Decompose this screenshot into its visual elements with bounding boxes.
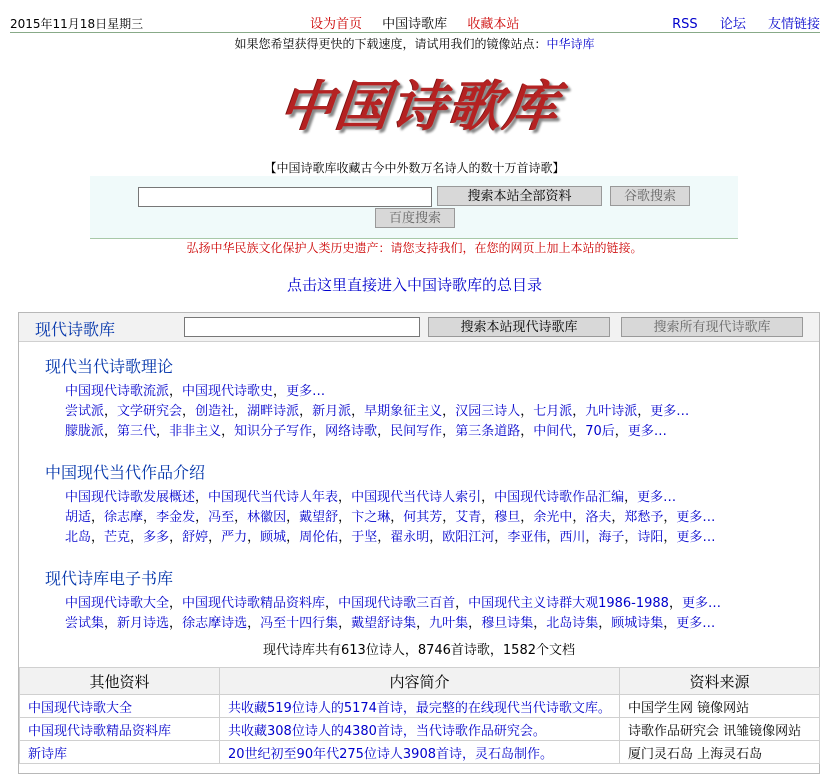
table-header-source: 资料来源 [620,668,820,695]
modern-poetry-box [18,312,820,774]
section-link[interactable]: 林徽因 [247,510,287,525]
section-link-row [65,526,715,545]
separator: ， [169,596,183,611]
mirror-text: 如果您希望获得更快的下载速度，请试用我们的镜像站点： [234,37,547,51]
friend-links-link[interactable]: 友情链接 [767,17,820,32]
section-link[interactable]: 顾城诗集 [611,616,664,631]
top-nav-right [654,13,820,32]
separator: ， [468,616,482,631]
table-header-row [20,668,820,695]
section-link[interactable]: 七月派 [533,404,573,419]
separator: ， [377,424,391,439]
section-link[interactable]: 艾青 [455,510,482,525]
site-logo [276,64,563,144]
separator: ， [429,530,443,545]
separator: ， [286,530,300,545]
section-link[interactable]: 更多… [637,490,677,505]
separator: ， [442,404,456,419]
section-link[interactable]: 徐志摩诗选 [182,616,248,631]
site-search-box [90,176,738,239]
table-header-other: 其他资料 [20,668,220,695]
separator: ， [338,530,352,545]
section-link[interactable]: 中间代 [533,424,573,439]
section-title: 现代当代诗歌理论 [45,357,174,376]
separator: ， [169,530,183,545]
set-homepage-link[interactable]: 设为首页 [310,17,363,32]
section-link[interactable]: 民间写作 [390,424,443,439]
separator: ， [182,404,196,419]
section-link[interactable]: 洛夫 [585,510,612,525]
section-link[interactable]: 穆旦 [494,510,521,525]
section-link[interactable]: 严力 [221,530,248,545]
separator: ， [598,616,612,631]
search-all-button[interactable]: 搜索本站全部资料 [437,186,602,206]
table-row [20,718,820,741]
table-row [20,695,820,718]
separator: ， [234,404,248,419]
separator: ， [208,530,222,545]
site-search-input[interactable] [138,187,432,207]
section-link-row [65,380,325,399]
section-title: 现代诗库电子书库 [45,569,174,588]
separator: ， [143,510,157,525]
section-link[interactable]: 更多… [676,616,716,631]
separator: ， [520,510,534,525]
section-link[interactable]: 知识分子写作 [234,424,313,439]
separator: ， [663,530,677,545]
section-link[interactable]: 新月诗选 [117,616,170,631]
resource-source[interactable]: 诗歌作品研究会 讯雏镜像网站 [620,718,820,741]
separator: ， [195,510,209,525]
section-link[interactable]: 芒克 [104,530,131,545]
section-link[interactable]: 新月派 [312,404,352,419]
modern-search-all-button[interactable]: 搜索所有现代诗歌库 [621,317,803,337]
section-link-row [65,486,676,505]
resource-description[interactable]: 20世纪初至90年代275位诗人3908首诗，灵石岛制作。 [220,741,620,764]
separator: ， [104,404,118,419]
modern-search-input[interactable] [184,317,420,337]
section-link[interactable]: 舒婷 [182,530,209,545]
section-link[interactable]: 尝试派 [65,404,105,419]
resource-source[interactable]: 中国学生网 镜像网站 [620,695,820,718]
main-directory-link[interactable]: 点击这里直接进入中国诗歌库的总目录 [286,276,542,294]
section-link[interactable]: 卞之琳 [351,510,391,525]
poetry-library-link[interactable]: 中国诗歌库 [382,17,448,32]
separator: ， [351,404,365,419]
section-link[interactable]: 更多… [627,424,667,439]
section-link[interactable]: 顾城 [260,530,287,545]
separator: ， [494,530,508,545]
section-link[interactable]: 汉园三诗人 [455,404,521,419]
section-link[interactable]: 中国现代当代诗人索引 [351,490,482,505]
resource-description[interactable]: 共收藏519位诗人的5174首诗，最完整的在线现代当代诗歌文库。 [220,695,620,718]
section-link[interactable]: 更多… [681,596,721,611]
section-link[interactable]: 早期象征主义 [364,404,443,419]
section-link[interactable]: 朦胧派 [65,424,105,439]
bookmark-link[interactable]: 收藏本站 [467,17,520,32]
section-link[interactable]: 李金发 [156,510,196,525]
section-link[interactable]: 冯至十四行集 [260,616,339,631]
section-link-row [65,612,715,631]
rss-link[interactable]: RSS [672,17,698,32]
section-link[interactable]: 第三条道路 [455,424,521,439]
section-link[interactable]: 诗阳 [637,530,664,545]
separator: ， [614,424,628,439]
section-link[interactable]: 穆旦诗集 [481,616,534,631]
resource-source[interactable]: 厦门灵石岛 上海灵石岛 [620,741,820,764]
separator: ， [572,404,586,419]
section-link[interactable]: 翟永明 [390,530,430,545]
top-bar [10,10,820,33]
section-link[interactable]: 70后 [585,424,615,439]
section-link[interactable]: 于坚 [351,530,378,545]
separator: ， [442,424,456,439]
section-link[interactable]: 中国现代诗歌发展概述 [65,490,196,505]
section-link[interactable]: 九叶诗派 [585,404,638,419]
section-link[interactable]: 中国现代诗歌大全 [65,596,170,611]
section-link[interactable]: 中国现代诗歌精品资料库 [182,596,326,611]
separator: ， [520,424,534,439]
separator: ， [377,530,391,545]
section-link[interactable]: 创造社 [195,404,235,419]
section-link[interactable]: 郑愁予 [624,510,664,525]
separator: ， [624,490,638,505]
modern-poetry-header [19,313,819,342]
section-link[interactable]: 中国现代诗歌流派 [65,384,170,399]
separator: ， [247,530,261,545]
section-link[interactable]: 更多… [286,384,326,399]
section-link[interactable]: 海子 [598,530,625,545]
section-link[interactable]: 徐志摩 [104,510,144,525]
separator: ， [104,424,118,439]
section-link[interactable]: 中国现代主义诗群大观1986-1988 [468,596,669,611]
separator: ， [572,424,586,439]
separator: ， [247,616,261,631]
section-link[interactable]: 非非主义 [169,424,222,439]
resources-table [19,667,820,764]
date-text: 2015年11月18日星期三 [10,17,144,31]
separator: ， [338,510,352,525]
section-link[interactable]: 戴望舒 [299,510,339,525]
section-link[interactable]: 九叶集 [429,616,469,631]
section-link[interactable]: 更多… [650,404,690,419]
separator: ， [624,530,638,545]
separator: ， [325,596,339,611]
mirror-notice [0,35,829,52]
separator: ， [455,596,469,611]
section-link[interactable]: 更多… [676,530,716,545]
section-link[interactable]: 北岛诗集 [546,616,599,631]
separator: ， [481,490,495,505]
separator: ， [390,510,404,525]
support-notice: 弘扬中华民族文化保护人类历史遗产：请您支持我们，在您的网页上加上本站的链接。 [186,241,643,255]
separator: ， [234,510,248,525]
separator: ， [416,616,430,631]
section-link[interactable]: 网络诗歌 [325,424,378,439]
separator: ， [130,530,144,545]
section-link[interactable]: 第三代 [117,424,157,439]
section-link[interactable]: 尝试集 [65,616,105,631]
section-link[interactable]: 余光中 [533,510,573,525]
section-link-row [65,506,715,525]
separator: ， [520,404,534,419]
modern-poetry-title: 现代诗歌库 [35,320,116,339]
separator: ， [195,490,209,505]
separator: ， [286,510,300,525]
forum-link[interactable]: 论坛 [719,17,746,32]
separator: ， [338,490,352,505]
top-nav-left [310,13,535,32]
separator: ， [104,616,118,631]
logo-text: 中国诗歌库 [276,74,563,138]
resource-name-link[interactable]: 中国现代诗歌大全 [20,695,220,718]
section-title: 中国现代当代作品介绍 [45,463,206,482]
section-link[interactable]: 北岛 [65,530,92,545]
modern-search-site-button[interactable]: 搜索本站现代诗歌库 [428,317,610,337]
section-link-row [65,592,721,611]
separator: ， [663,616,677,631]
separator: ， [273,384,287,399]
section-link[interactable]: 冯至 [208,510,235,525]
separator: ， [91,530,105,545]
section-link[interactable]: 周伦佑 [299,530,339,545]
separator: ， [546,530,560,545]
google-search-button[interactable]: 谷歌搜索 [610,186,690,206]
section-link[interactable]: 文学研究会 [117,404,183,419]
baidu-search-button[interactable]: 百度搜索 [375,208,455,228]
section-link-row [65,420,667,439]
section-link-row [65,400,689,419]
section-link[interactable]: 更多… [676,510,716,525]
section-link[interactable]: 中国现代诗歌作品汇编 [494,490,625,505]
tagline: 【中国诗歌库收藏古今中外数万名诗人的数十万首诗歌】 [264,161,565,175]
separator: ， [611,510,625,525]
resource-name-link[interactable]: 中国现代诗歌精品资料库 [20,718,220,741]
section-link[interactable]: 李亚伟 [507,530,547,545]
mirror-link[interactable]: 中华诗库 [546,37,595,51]
separator: ， [637,404,651,419]
section-link[interactable]: 何其芳 [403,510,443,525]
separator: ， [169,384,183,399]
separator: ， [312,424,326,439]
section-link[interactable]: 湖畔诗派 [247,404,300,419]
section-link[interactable]: 戴望舒诗集 [351,616,417,631]
separator: ， [442,510,456,525]
section-link[interactable]: 中国现代诗歌史 [182,384,274,399]
section-link[interactable]: 西川 [559,530,586,545]
section-link[interactable]: 胡适 [65,510,92,525]
separator: ， [299,404,313,419]
separator: ， [169,616,183,631]
separator: ， [663,510,677,525]
table-header-summary: 内容简介 [220,668,620,695]
resource-description[interactable]: 共收藏308位诗人的4380首诗，当代诗歌作品研究会。 [220,718,620,741]
separator: ， [221,424,235,439]
modern-summary: 现代诗库共有613位诗人，8746首诗歌，1582个文档 [263,643,575,658]
section-link[interactable]: 欧阳江河 [442,530,495,545]
section-link[interactable]: 中国现代当代诗人年表 [208,490,339,505]
resource-name-link[interactable]: 新诗库 [20,741,220,764]
separator: ， [91,510,105,525]
separator: ， [572,510,586,525]
separator: ， [668,596,682,611]
separator: ， [338,616,352,631]
separator: ， [156,424,170,439]
separator: ， [585,530,599,545]
section-link[interactable]: 多多 [143,530,170,545]
separator: ， [481,510,495,525]
separator: ， [533,616,547,631]
section-link[interactable]: 中国现代诗歌三百首 [338,596,456,611]
table-row [20,741,820,764]
